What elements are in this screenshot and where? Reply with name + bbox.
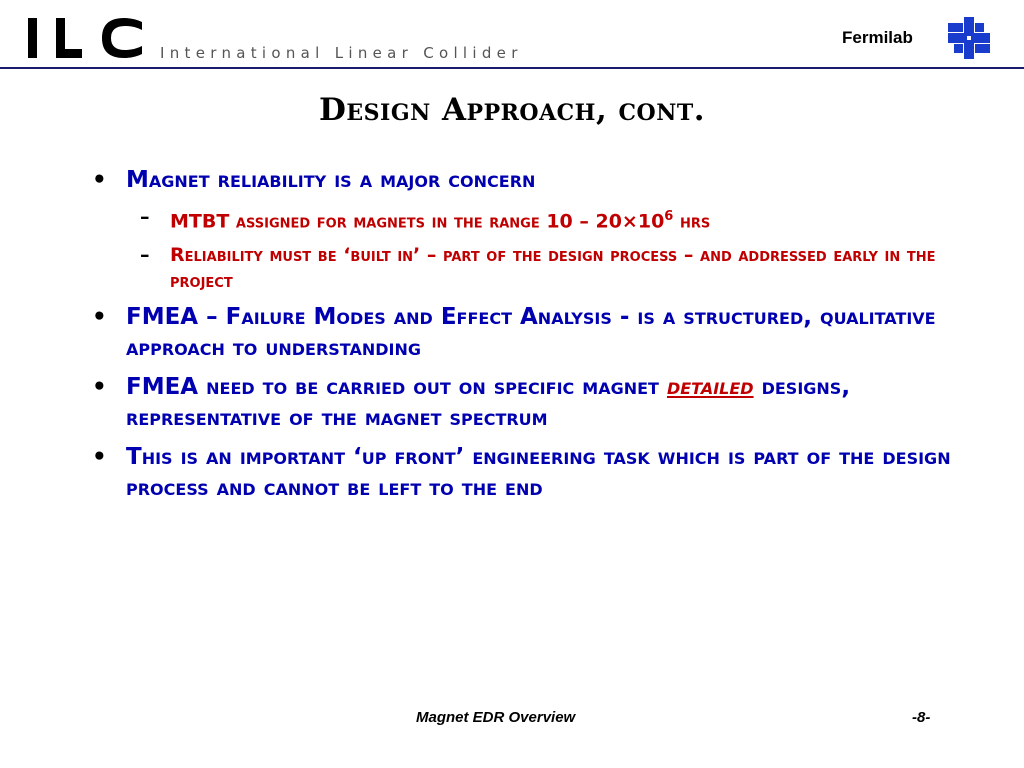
logo-subtitle: International Linear Collider [160, 44, 523, 62]
subbullet-prefix: MTBT [170, 210, 230, 233]
subbullet-1 [92, 204, 952, 234]
bullet-2 [92, 302, 952, 364]
subbullet-marker: – [140, 206, 150, 228]
bullet-text: This is an important ‘up front’ engineering task which is part of the design process and cannot be left to the end [126, 444, 951, 502]
bullet-marker: • [92, 304, 107, 331]
slide-title: Design Approach, cont. [318, 92, 705, 128]
subbullet-text: Reliability must be ‘built in’ – part of the design process – and addressed early in the project [170, 244, 936, 293]
bullet-marker: • [92, 374, 107, 401]
header-rule [0, 67, 1024, 69]
bullet-text: FMEA – Failure Modes and Effect Analysis - is a structured, qualitative approach to understanding [126, 304, 936, 362]
bullet-marker: • [92, 167, 107, 193]
subbullet-superscript: 6 [664, 209, 674, 224]
bullet-marker: • [92, 444, 107, 471]
slide-header [0, 0, 1024, 70]
subbullet-text: assigned for magnets in the range 10 – 20×10 [229, 210, 665, 233]
fermilab-logo-icon [946, 15, 992, 61]
slide-body [92, 165, 952, 512]
ilc-logo [24, 12, 154, 64]
subbullet-2 [92, 242, 952, 294]
bullet-text-before: FMEA need to be carried out on specific magnet [126, 374, 667, 401]
emphasis-text: detailed [666, 374, 754, 401]
footer-title: Magnet EDR Overview [416, 709, 576, 726]
bullet-3 [92, 372, 952, 434]
subbullet-marker: – [140, 244, 150, 267]
org-name: Fermilab [842, 28, 913, 47]
bullet-text: Magnet reliability is a major concern [126, 167, 536, 193]
subbullet-suffix: hrs [673, 210, 711, 233]
page-number: -8- [912, 709, 931, 726]
bullet-4 [92, 442, 952, 504]
bullet-1 [92, 165, 952, 196]
bullet-text-after: designs, representative of the magnet spectrum [126, 374, 851, 432]
